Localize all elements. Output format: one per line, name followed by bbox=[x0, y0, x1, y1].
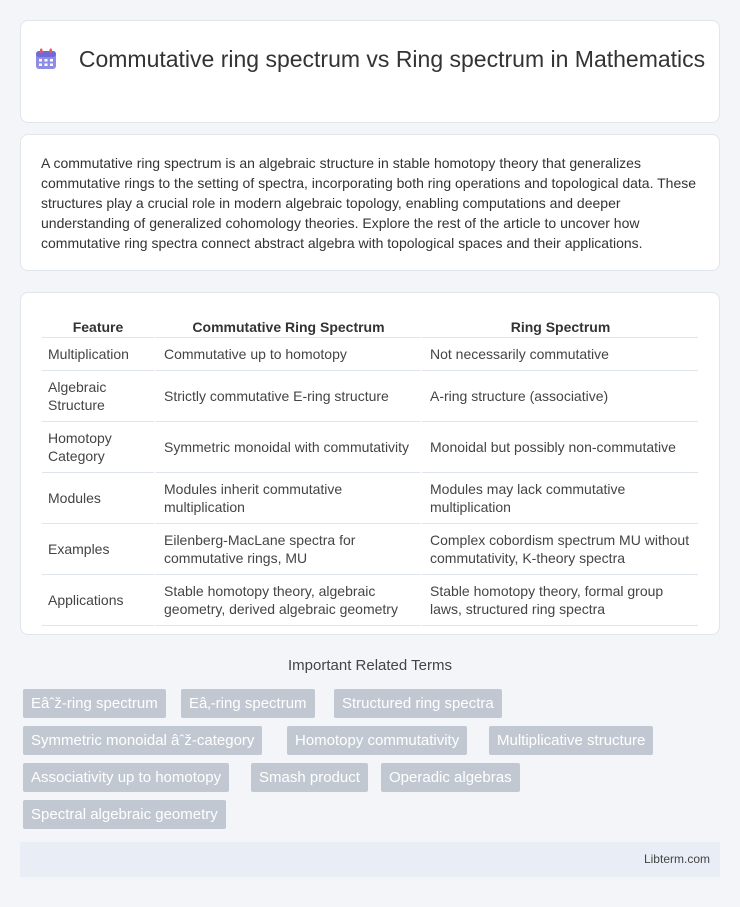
table-row bbox=[42, 338, 698, 371]
comparison-card bbox=[20, 292, 720, 635]
ring-cell: A-ring structure (associative) bbox=[420, 371, 698, 422]
feature-cell: Multiplication bbox=[42, 338, 154, 371]
footer bbox=[20, 842, 720, 877]
footer-brand[interactable]: Libterm.com bbox=[643, 852, 710, 866]
ring-cell: Modules may lack commutative multiplication bbox=[420, 473, 698, 524]
feature-cell: Modules bbox=[42, 473, 154, 524]
page-title-wrap bbox=[21, 45, 719, 74]
term-tag[interactable]: Smash product bbox=[251, 763, 368, 792]
table-row bbox=[42, 371, 698, 422]
header-commutative: Commutative Ring Spectrum bbox=[154, 316, 420, 338]
term-tag[interactable]: Homotopy commutativity bbox=[287, 726, 467, 755]
commutative-cell: Strictly commutative E-ring structure bbox=[154, 371, 420, 422]
table-row bbox=[42, 473, 698, 524]
header-ring: Ring Spectrum bbox=[420, 316, 698, 338]
feature-cell: Homotopy Category bbox=[42, 422, 154, 473]
term-tag[interactable]: Associativity up to homotopy bbox=[23, 763, 229, 792]
header-feature: Feature bbox=[42, 316, 154, 338]
feature-cell: Examples bbox=[42, 524, 154, 575]
feature-cell: Algebraic Structure bbox=[42, 371, 154, 422]
intro-paragraph: A commutative ring spectrum is an algebraic structure in stable homotopy theory that generalizes commutative rings to the setting of spectra, incorporating both ring operations and topological data. These structures play a crucial role in modern algebraic topology, enabling computations and deeper understanding of generalized cohomology theories. Explore the rest of the article to uncover how commutative ring spectra connect abstract algebra with topological spaces and their applications. bbox=[41, 155, 697, 251]
table-row bbox=[42, 575, 698, 626]
term-tag[interactable]: Multiplicative structure bbox=[489, 726, 653, 755]
ring-cell: Stable homotopy theory, formal group laws, structured ring spectra bbox=[420, 575, 698, 626]
term-tag[interactable]: Eâˆž-ring spectrum bbox=[23, 689, 166, 718]
term-tag[interactable]: Structured ring spectra bbox=[334, 689, 502, 718]
term-tag[interactable]: Eâ‚-ring spectrum bbox=[181, 689, 315, 718]
commutative-cell: Stable homotopy theory, algebraic geometry, derived algebraic geometry bbox=[154, 575, 420, 626]
commutative-cell: Symmetric monoidal with commutativity bbox=[154, 422, 420, 473]
commutative-cell: Eilenberg-MacLane spectra for commutative rings, MU bbox=[154, 524, 420, 575]
ring-cell: Not necessarily commutative bbox=[420, 338, 698, 371]
intro-card bbox=[20, 134, 720, 271]
commutative-cell: Commutative up to homotopy bbox=[154, 338, 420, 371]
header-card bbox=[20, 20, 720, 123]
table-header-row bbox=[42, 316, 698, 338]
feature-cell: Applications bbox=[42, 575, 154, 626]
commutative-cell: Modules inherit commutative multiplication bbox=[154, 473, 420, 524]
table-row bbox=[42, 422, 698, 473]
ring-cell: Monoidal but possibly non-commutative bbox=[420, 422, 698, 473]
comparison-table bbox=[42, 316, 698, 626]
term-tag[interactable]: Symmetric monoidal âˆž-category bbox=[23, 726, 262, 755]
calendar-icon bbox=[35, 48, 57, 70]
term-tag[interactable]: Spectral algebraic geometry bbox=[23, 800, 226, 829]
term-tag[interactable]: Operadic algebras bbox=[381, 763, 520, 792]
table-row bbox=[42, 524, 698, 575]
related-terms-heading: Important Related Terms bbox=[288, 657, 452, 674]
ring-cell: Complex cobordism spectrum MU without commutativity, K-theory spectra bbox=[420, 524, 698, 575]
page-title: Commutative ring spectrum vs Ring spectrum in Mathematics bbox=[78, 46, 706, 72]
